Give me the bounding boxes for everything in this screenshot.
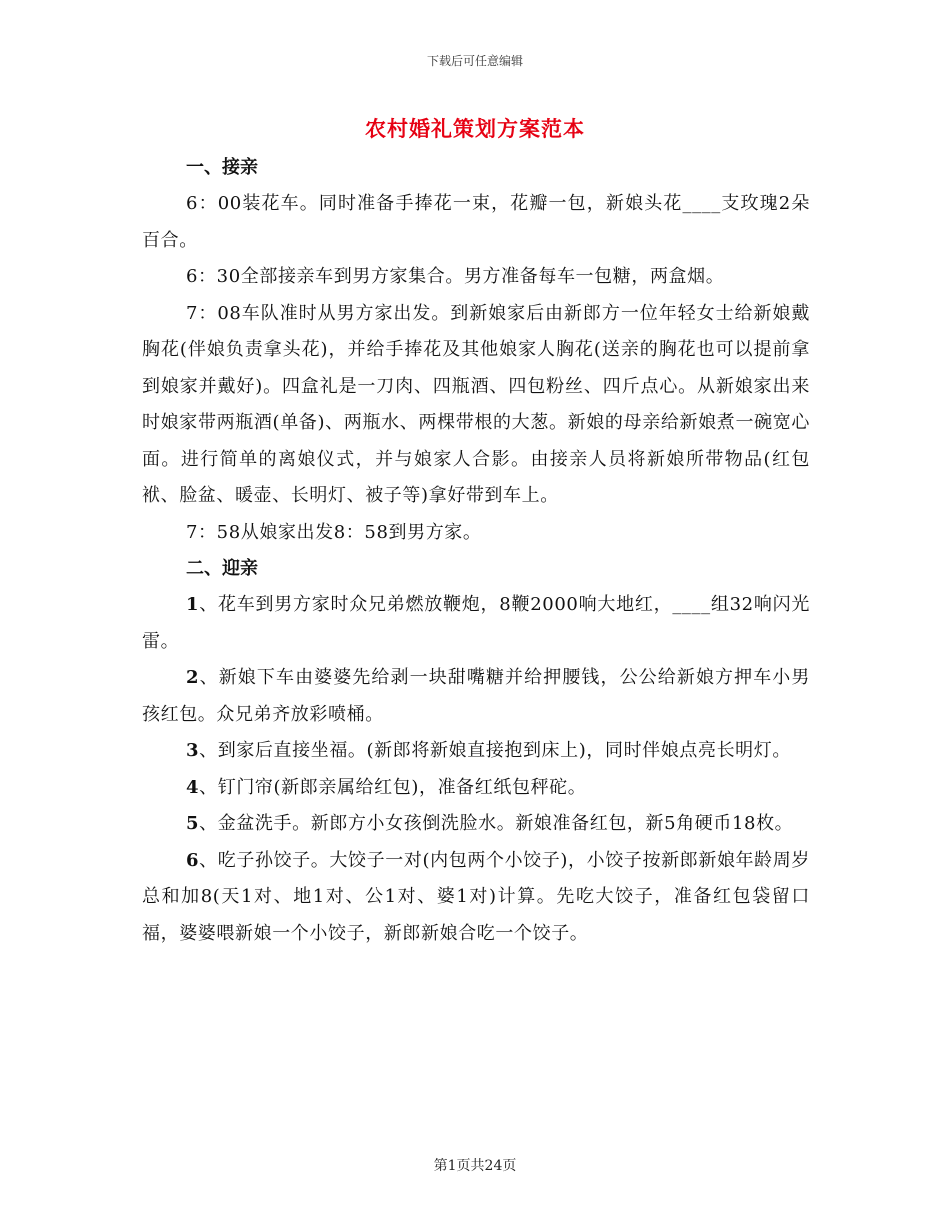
paragraph: 7：58从娘家出发8：58到男方家。 <box>186 521 482 543</box>
page-number: 第1页共24页 <box>433 1158 517 1174</box>
item-number: 4 <box>186 776 200 798</box>
page-header-note: 下载后可任意编辑 <box>426 54 523 68</box>
item-number: 3 <box>186 740 200 761</box>
item-text: 、花车到男方家时众兄弟燃放鞭炮，8鞭2000响大地红，____组32响闪光雷。 <box>142 594 810 652</box>
item-text: 、金盆洗手。新郎方小女孩倒洗脸水。新娘准备红包，新5角硬币18枚。 <box>199 813 794 834</box>
item-number: 1 <box>186 594 200 615</box>
list-item <box>142 587 810 660</box>
list-item <box>142 806 810 843</box>
paragraph: 7：08车队准时从男方家出发。到新娘家后由新郎方一位年轻女士给新娘戴胸花(伴娘负责拿头花)，并给手捧花及其他娘家人胸花(送亲的胸花也可以提前拿到娘家并戴好)。四盒礼是一刀肉、四瓶酒、四包粉丝、四斤点心。从新娘家出来时娘家带两瓶酒(单备)、两瓶水、两棵带根的大葱。新娘的母亲给新娘煮一碗宽心面。进行简单的离娘仪式，并与娘家人合影。由接亲人员将新娘所带物品(红包袱、脸盆、暖壶、长明灯、被子等)拿好带到车上。 <box>142 302 810 506</box>
list-item <box>142 770 810 807</box>
list-item <box>142 660 810 733</box>
document-title: 农村婚礼策划方案范本 <box>365 116 585 141</box>
list-item <box>142 733 810 770</box>
item-number: 6 <box>186 849 200 871</box>
item-number: 2 <box>186 667 200 688</box>
section-heading-welcome: 二、迎亲 <box>186 558 258 579</box>
section-heading-pickup: 一、接亲 <box>186 157 258 178</box>
item-text: 、新娘下车由婆婆先给剥一块甜嘴糖并给押腰钱，公公给新娘方押车小男孩红包。众兄弟齐放彩喷桶。 <box>142 667 810 725</box>
document-body <box>142 150 810 952</box>
item-text: 、钉门帘(新郎亲属给红包)，准备红纸包秤砣。 <box>199 776 587 798</box>
item-text: 、吃子孙饺子。大饺子一对(内包两个小饺子)，小饺子按新郎新娘年龄周岁总和加8(天1对、地1对、公1对、婆1对)计算。先吃大饺子，准备红包袋留口福，婆婆喂新娘一个小饺子，新郎新娘合吃一个饺子。 <box>142 849 810 944</box>
list-item <box>142 843 810 953</box>
paragraph: 6：30全部接亲车到男方家集合。男方准备每车一包糖，两盒烟。 <box>186 266 725 287</box>
item-number: 5 <box>186 813 200 834</box>
item-text: 、到家后直接坐福。(新郎将新娘直接抱到床上)，同时伴娘点亮长明灯。 <box>199 740 791 761</box>
paragraph: 6：00装花车。同时准备手捧花一束，花瓣一包，新娘头花____支玫瑰2朵百合。 <box>142 193 810 251</box>
